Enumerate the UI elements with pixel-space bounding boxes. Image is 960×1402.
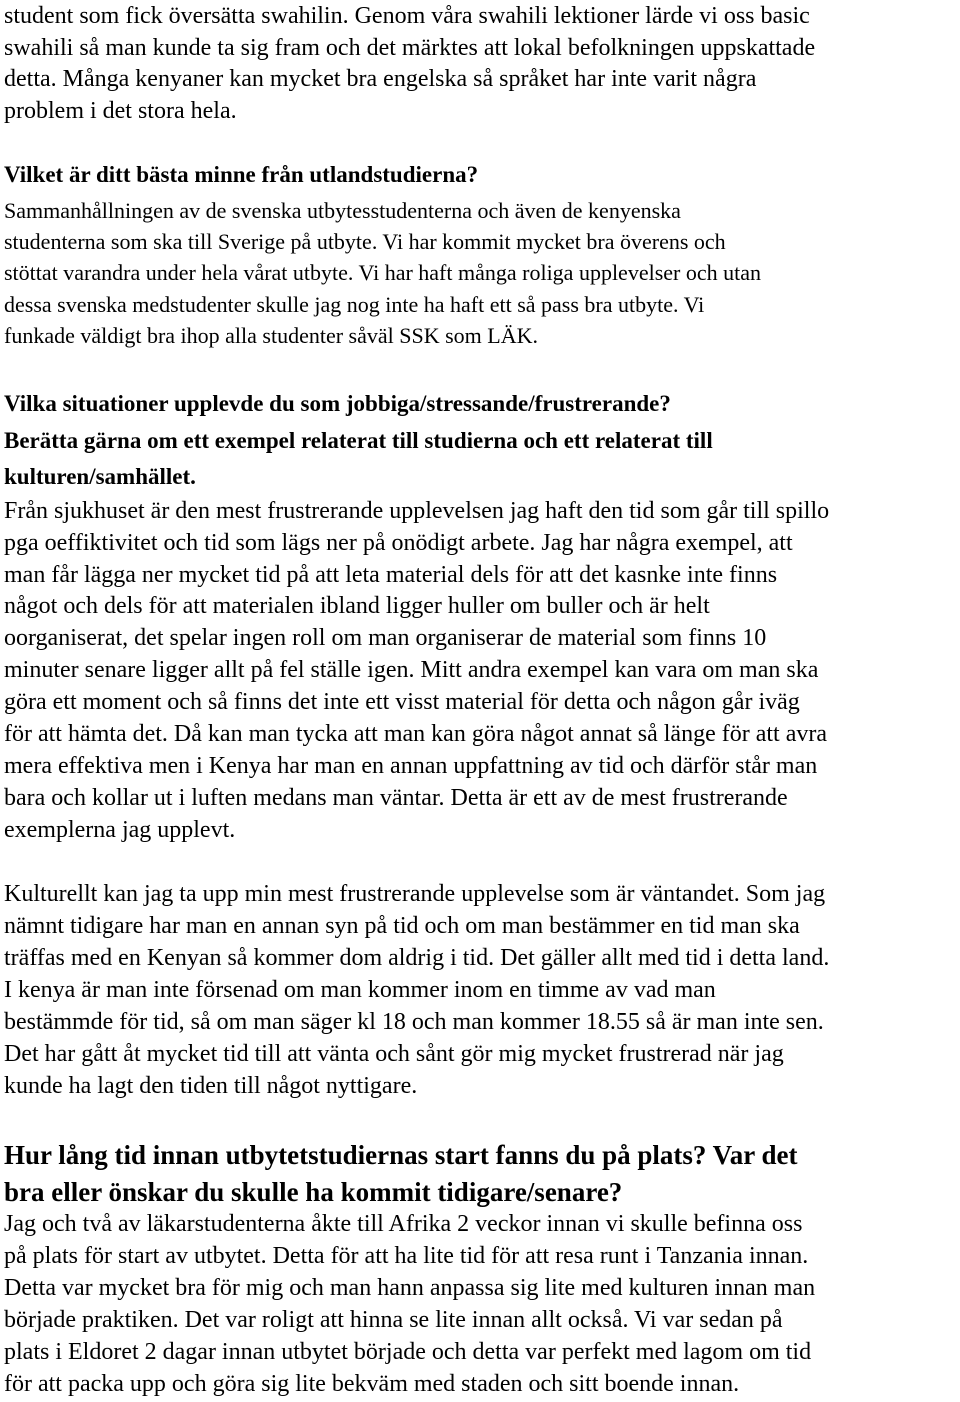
stress-p1-line-2: pga oeffiktivitet och tid som lägs ner på onödigt arbete. Jag har några exempel, att (4, 530, 793, 556)
intro-line-4: problem i det stora hela. (4, 98, 237, 124)
stress-p2-line-4: I kenya är man inte försenad om man kommer inom en timme av vad man (4, 977, 716, 1003)
stress-p1-line-10: bara och kollar ut i luften medans man väntar. Detta är ett av de mest frustrerande (4, 785, 788, 811)
intro-line-2: swahili så man kunde ta sig fram och det märktes att lokal befolkningen uppskattade (4, 35, 816, 61)
stress-p2-line-5: bestämmde för tid, så om man säger kl 18 och man kommer 18.55 så är man inte sen. (4, 1009, 824, 1035)
stress-p1-line-1: Från sjukhuset är den mest frustrerande upplevelsen jag haft den tid som går till spillo (4, 498, 830, 524)
arrival-heading-line-2: bra eller önskar du skulle ha kommit tidigare/senare? (4, 1177, 623, 1207)
arrival-line-5: plats i Eldoret 2 dagar innan utbytet började och detta var perfekt med lagom om tid (4, 1339, 812, 1365)
arrival-line-3: Detta var mycket bra för mig och man hann anpassa sig lite med kulturen innan man (4, 1275, 816, 1301)
arrival-line-1: Jag och två av läkarstudenterna åkte till Afrika 2 veckor innan vi skulle befinna oss (4, 1211, 803, 1237)
intro-line-3: detta. Många kenyaner kan mycket bra engelska så språket har inte varit några (4, 66, 757, 92)
arrival-heading-line-1: Hur lång tid innan utbytetstudiernas start fanns du på plats? Var det (4, 1140, 798, 1170)
stress-heading-line-3: kulturen/samhället. (4, 464, 196, 489)
stress-p1-line-6: minuter senare ligger allt på fel ställe igen. Mitt andra exempel kan vara om man ska (4, 657, 819, 683)
stress-p2-line-1: Kulturellt kan jag ta upp min mest frustrerande upplevelse som är väntandet. Som jag (4, 881, 826, 907)
memory-line-5: funkade väldigt bra ihop alla studenter såväl SSK som LÄK. (4, 323, 539, 348)
memory-line-4: dessa svenska medstudenter skulle jag nog inte ha haft ett så pass bra utbyte. Vi (4, 292, 705, 317)
intro-line-1: student som fick översätta swahilin. Genom våra swahili lektioner lärde vi oss basic (4, 3, 810, 29)
stress-p2-line-2: nämnt tidigare har man en annan syn på tid och om man bestämmer en tid man ska (4, 913, 800, 939)
arrival-line-6: för att packa upp och göra sig lite bekväm med staden och sitt boende innan. (4, 1371, 740, 1397)
arrival-line-4: började praktiken. Det var roligt att hinna se lite innan allt också. Vi var sedan på (4, 1307, 783, 1333)
stress-heading-line-2: Berätta gärna om ett exempel relaterat till studierna och ett relaterat till (4, 428, 713, 453)
stress-p1-line-5: oorganiserat, det spelar ingen roll om man organiserar de material som finns 10 (4, 625, 767, 651)
stress-p2-line-3: träffas med en Kenyan så kommer dom aldrig i tid. Det gäller allt med tid i detta land. (4, 945, 830, 971)
memory-heading: Vilket är ditt bästa minne från utlandstudierna? (4, 162, 479, 187)
stress-p1-line-9: mera effektiva men i Kenya har man en annan uppfattning av tid och därför står man (4, 753, 818, 779)
arrival-line-2: på plats för start av utbytet. Detta för att ha lite tid för att resa runt i Tanzania innan. (4, 1243, 809, 1269)
stress-p2-line-7: kunde ha lagt den tiden till något nyttigare. (4, 1073, 418, 1099)
stress-p1-line-11: exemplerna jag upplevt. (4, 817, 236, 843)
stress-p1-line-7: göra ett moment och så finns det inte ett visst material för detta och någon går iväg (4, 689, 800, 715)
stress-p1-line-3: man får lägga ner mycket tid på att leta material dels för att det kasnke inte finns (4, 562, 778, 588)
stress-p2-line-6: Det har gått åt mycket tid till att vänta och sånt gör mig mycket frustrerad när jag (4, 1041, 784, 1067)
stress-p1-line-4: något och dels för att materialen ibland ligger huller om buller och är helt (4, 593, 710, 619)
memory-line-2: studenterna som ska till Sverige på utbyte. Vi har kommit mycket bra överens och (4, 229, 726, 254)
stress-p1-line-8: för att hämta det. Då kan man tycka att man kan göra något annat så länge för att avra (4, 721, 827, 747)
stress-heading-line-1: Vilka situationer upplevde du som jobbiga/stressande/frustrerande? (4, 391, 671, 416)
memory-line-1: Sammanhållningen av de svenska utbytesstudenterna och även de kenyenska (4, 198, 681, 223)
memory-line-3: stöttat varandra under hela vårat utbyte. Vi har haft många roliga upplevelser och utan (4, 260, 761, 285)
